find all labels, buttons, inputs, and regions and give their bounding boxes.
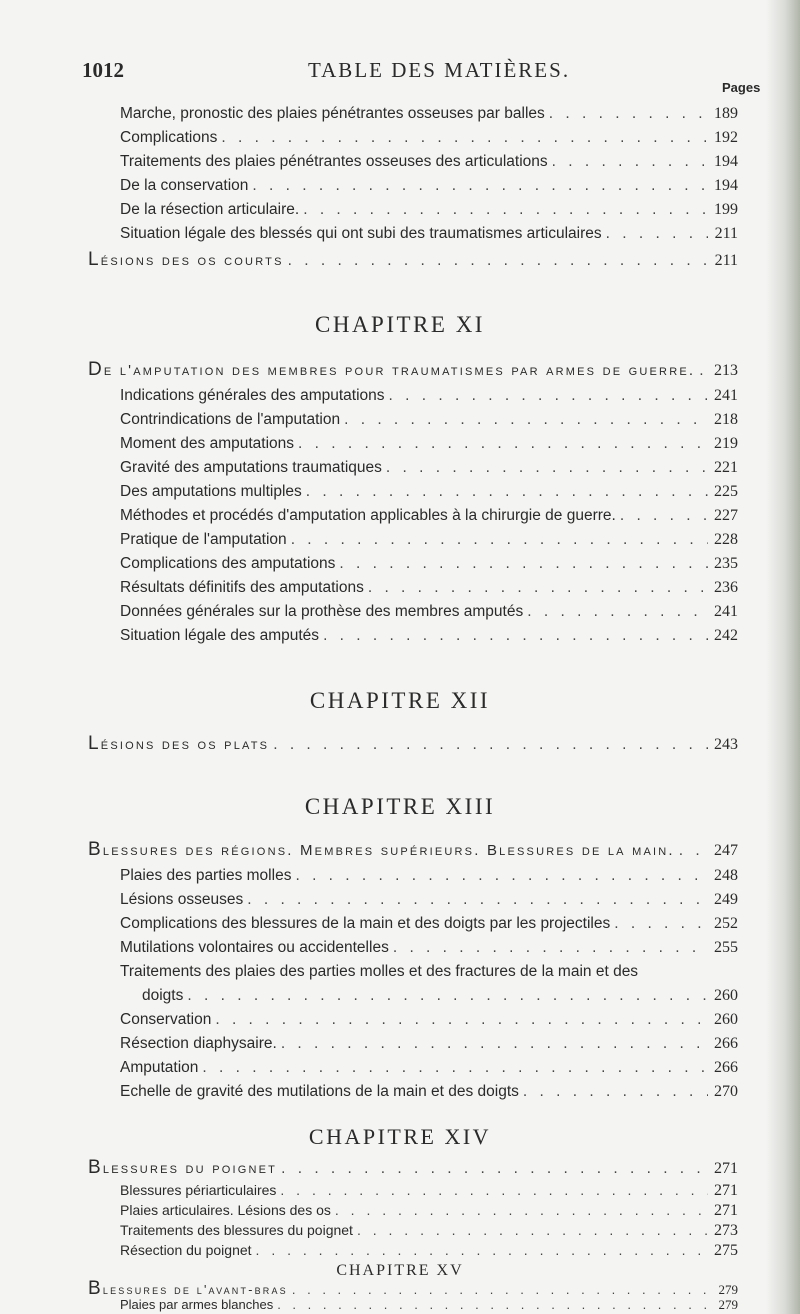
toc-entry[interactable] (120, 864, 738, 888)
section-page: 247 (714, 842, 738, 859)
toc-entry[interactable] (120, 432, 738, 456)
entry-title: Indications générales des amputations (120, 387, 385, 404)
entry-page: 192 (714, 129, 738, 146)
entry-title: Données générales sur la prothèse des membres amputés (120, 603, 524, 620)
section-page: 271 (714, 1160, 738, 1177)
toc-entry[interactable] (120, 198, 738, 222)
dot-leader (302, 480, 708, 504)
toc-entry[interactable] (120, 1080, 738, 1104)
dot-leader (675, 839, 708, 863)
dot-leader (319, 624, 708, 648)
entry-page: 211 (714, 225, 738, 242)
entry-page: 219 (714, 435, 738, 452)
toc-section[interactable] (88, 248, 738, 272)
toc-entry[interactable] (120, 1056, 738, 1080)
chapter-heading: CHAPITRE XII (309, 688, 491, 713)
page-title: TABLE DES MATIÈRES. (308, 58, 571, 82)
entry-page: 279 (718, 1297, 738, 1312)
entry-title: Résultats définitifs des amputations (120, 579, 364, 596)
section-page: 213 (714, 362, 738, 379)
toc-entry[interactable] (120, 936, 738, 960)
entry-title: Conservation (120, 1011, 212, 1028)
page-number: 1012 (82, 58, 124, 82)
entry-page: 221 (714, 459, 738, 476)
toc-section[interactable] (88, 838, 738, 862)
dot-leader (340, 408, 708, 432)
entry-title-line1: Traitements des plaies des parties molles et des fractures de la main et des (120, 963, 639, 980)
entry-page: 227 (714, 507, 738, 524)
toc-entry[interactable] (120, 1240, 738, 1260)
entry-title: Résection diaphysaire. (120, 1035, 277, 1052)
dot-leader (277, 1032, 708, 1056)
toc-entry[interactable] (120, 504, 738, 528)
pages-column-label: Pages (722, 80, 761, 95)
entry-page: 242 (714, 627, 738, 644)
toc-section[interactable] (88, 732, 738, 756)
toc-entry[interactable] (120, 624, 738, 648)
toc-entry[interactable] (120, 1200, 738, 1220)
dot-leader (252, 1240, 708, 1260)
dot-leader (519, 1080, 708, 1104)
entry-title-line2: doigts (142, 987, 184, 1004)
entry-page: 252 (714, 915, 738, 932)
entry-page: 241 (714, 603, 738, 620)
dot-leader (211, 1008, 708, 1032)
chapter-heading: CHAPITRE XV (336, 1262, 464, 1279)
entry-title: Plaies articulaires. Lésions des os (120, 1202, 331, 1218)
dot-leader (545, 102, 708, 126)
entry-title: De la conservation (120, 177, 249, 194)
dot-leader (610, 912, 708, 936)
section-title: Lésions des os courts (88, 249, 284, 270)
dot-leader (269, 733, 708, 757)
entry-title: Résection du poignet (120, 1242, 252, 1258)
section-page: 243 (714, 736, 738, 753)
toc-section[interactable] (88, 1156, 738, 1180)
entry-page: 266 (714, 1035, 738, 1052)
entry-title: Complications (120, 129, 218, 146)
section-title: Blessures des régions. Membres supérieurs. Blessures de la main. (88, 839, 675, 860)
entry-title: Gravité des amputations traumatiques (120, 459, 382, 476)
dot-leader (385, 384, 708, 408)
dot-leader (217, 126, 708, 150)
page-edge-shadow (766, 0, 800, 1314)
dot-leader (273, 1296, 708, 1313)
dot-leader (291, 864, 708, 888)
entry-title: Marche, pronostic des plaies pénétrantes osseuses par balles (120, 105, 545, 122)
dot-leader (364, 576, 708, 600)
entry-page: 255 (714, 939, 738, 956)
entry-title: Traitements des blessures du poignet (120, 1222, 353, 1238)
dot-leader (284, 249, 708, 273)
toc-entry[interactable] (120, 1220, 738, 1240)
dot-leader (602, 222, 708, 246)
chapter-heading: CHAPITRE XIII (304, 794, 496, 819)
entry-title: Plaies par armes blanches (120, 1297, 274, 1312)
entry-page: 271 (714, 1182, 738, 1199)
entry-page: 241 (714, 387, 738, 404)
entry-title: Contrindications de l'amputation (120, 411, 341, 428)
section-title: Lésions des os plats (88, 733, 270, 754)
entry-page: 236 (714, 579, 738, 596)
toc-entry[interactable] (120, 528, 738, 552)
chapter-heading: CHAPITRE XIV (308, 1124, 492, 1149)
dot-leader (198, 1056, 708, 1080)
toc-entry[interactable] (120, 1008, 738, 1032)
entry-page: 194 (714, 153, 738, 170)
toc-section[interactable] (88, 358, 738, 382)
running-head (0, 58, 800, 88)
entry-page: 228 (714, 531, 738, 548)
toc-entry-wrapped[interactable] (120, 960, 738, 1008)
toc-entry[interactable] (120, 576, 738, 600)
entry-page: 260 (714, 987, 738, 1004)
entry-title: Méthodes et procédés d'amputation applicables à la chirurgie de guerre. (120, 507, 616, 524)
entry-title: Moment des amputations (120, 435, 295, 452)
toc-entry[interactable] (120, 552, 738, 576)
entry-title: De la résection articulaire. (120, 201, 300, 218)
entry-page: 189 (714, 105, 738, 122)
toc-section[interactable] (88, 1280, 738, 1297)
toc-entry[interactable] (120, 1296, 738, 1313)
entry-title: Complications des blessures de la main et des doigts par les projectiles (120, 915, 611, 932)
entry-title: Pratique de l'amputation (120, 531, 287, 548)
toc-entry[interactable] (120, 912, 738, 936)
dot-leader (331, 1200, 708, 1220)
dot-leader (616, 504, 708, 528)
section-title: De l'amputation des membres pour traumatismes par armes de guerre. (88, 359, 696, 380)
toc-entry[interactable] (120, 456, 738, 480)
toc-entry[interactable] (120, 102, 738, 126)
dot-leader (276, 1180, 708, 1200)
entry-page: 266 (714, 1059, 738, 1076)
toc-entry[interactable] (120, 888, 738, 912)
entry-page: 235 (714, 555, 738, 572)
toc-entry[interactable] (120, 150, 738, 174)
dot-leader (294, 432, 708, 456)
dot-leader (389, 936, 708, 960)
entry-page: 199 (714, 201, 738, 218)
entry-title: Traitements des plaies pénétrantes osseuses des articulations (120, 153, 548, 170)
dot-leader (695, 359, 708, 383)
section-page: 279 (718, 1282, 738, 1297)
dot-leader (287, 528, 708, 552)
dot-leader (382, 456, 708, 480)
toc-entry[interactable] (120, 222, 738, 246)
entry-title: Echelle de gravité des mutilations de la main et des doigts (120, 1083, 519, 1100)
entry-title: Situation légale des amputés (120, 627, 320, 644)
entry-page: 249 (714, 891, 738, 908)
entry-title: Blessures périarticulaires (120, 1182, 277, 1198)
toc-entry[interactable] (120, 600, 738, 624)
entry-title: Mutilations volontaires ou accidentelles (120, 939, 389, 956)
entry-title: Plaies des parties molles (120, 867, 292, 884)
entry-title: Des amputations multiples (120, 483, 302, 500)
entry-title: Amputation (120, 1059, 199, 1076)
section-page: 211 (714, 252, 738, 269)
toc-entry[interactable] (120, 1180, 738, 1200)
entry-page: 275 (714, 1242, 738, 1259)
entry-page: 270 (714, 1083, 738, 1100)
toc-entry[interactable] (120, 174, 738, 198)
entry-page: 260 (714, 1011, 738, 1028)
entry-page: 248 (714, 867, 738, 884)
dot-leader (353, 1220, 708, 1240)
dot-leader (335, 552, 708, 576)
entry-page: 225 (714, 483, 738, 500)
entry-title: Situation légale des blessés qui ont subi des traumatismes articulaires (120, 225, 602, 242)
dot-leader (248, 174, 708, 198)
toc-entry[interactable] (120, 384, 738, 408)
dot-leader (243, 888, 708, 912)
entry-page: 273 (714, 1222, 738, 1239)
dot-leader (183, 984, 708, 1008)
entry-page: 218 (714, 411, 738, 428)
chapter-heading: CHAPITRE XI (315, 312, 485, 337)
dot-leader (548, 150, 708, 174)
entry-line2 (120, 984, 738, 1008)
section-title: Blessures du poignet (88, 1157, 278, 1178)
section-title: Blessures de l'avant-bras (88, 1278, 288, 1299)
entry-page: 194 (714, 177, 738, 194)
dot-leader (299, 198, 708, 222)
toc-entry[interactable] (120, 1032, 738, 1056)
entry-title: Complications des amputations (120, 555, 336, 572)
entry-title: Lésions osseuses (120, 891, 244, 908)
dot-leader (277, 1157, 708, 1181)
entry-page: 271 (714, 1202, 738, 1219)
toc-entry[interactable] (120, 408, 738, 432)
dot-leader (523, 600, 708, 624)
toc-entry[interactable] (120, 126, 738, 150)
toc-entry[interactable] (120, 480, 738, 504)
